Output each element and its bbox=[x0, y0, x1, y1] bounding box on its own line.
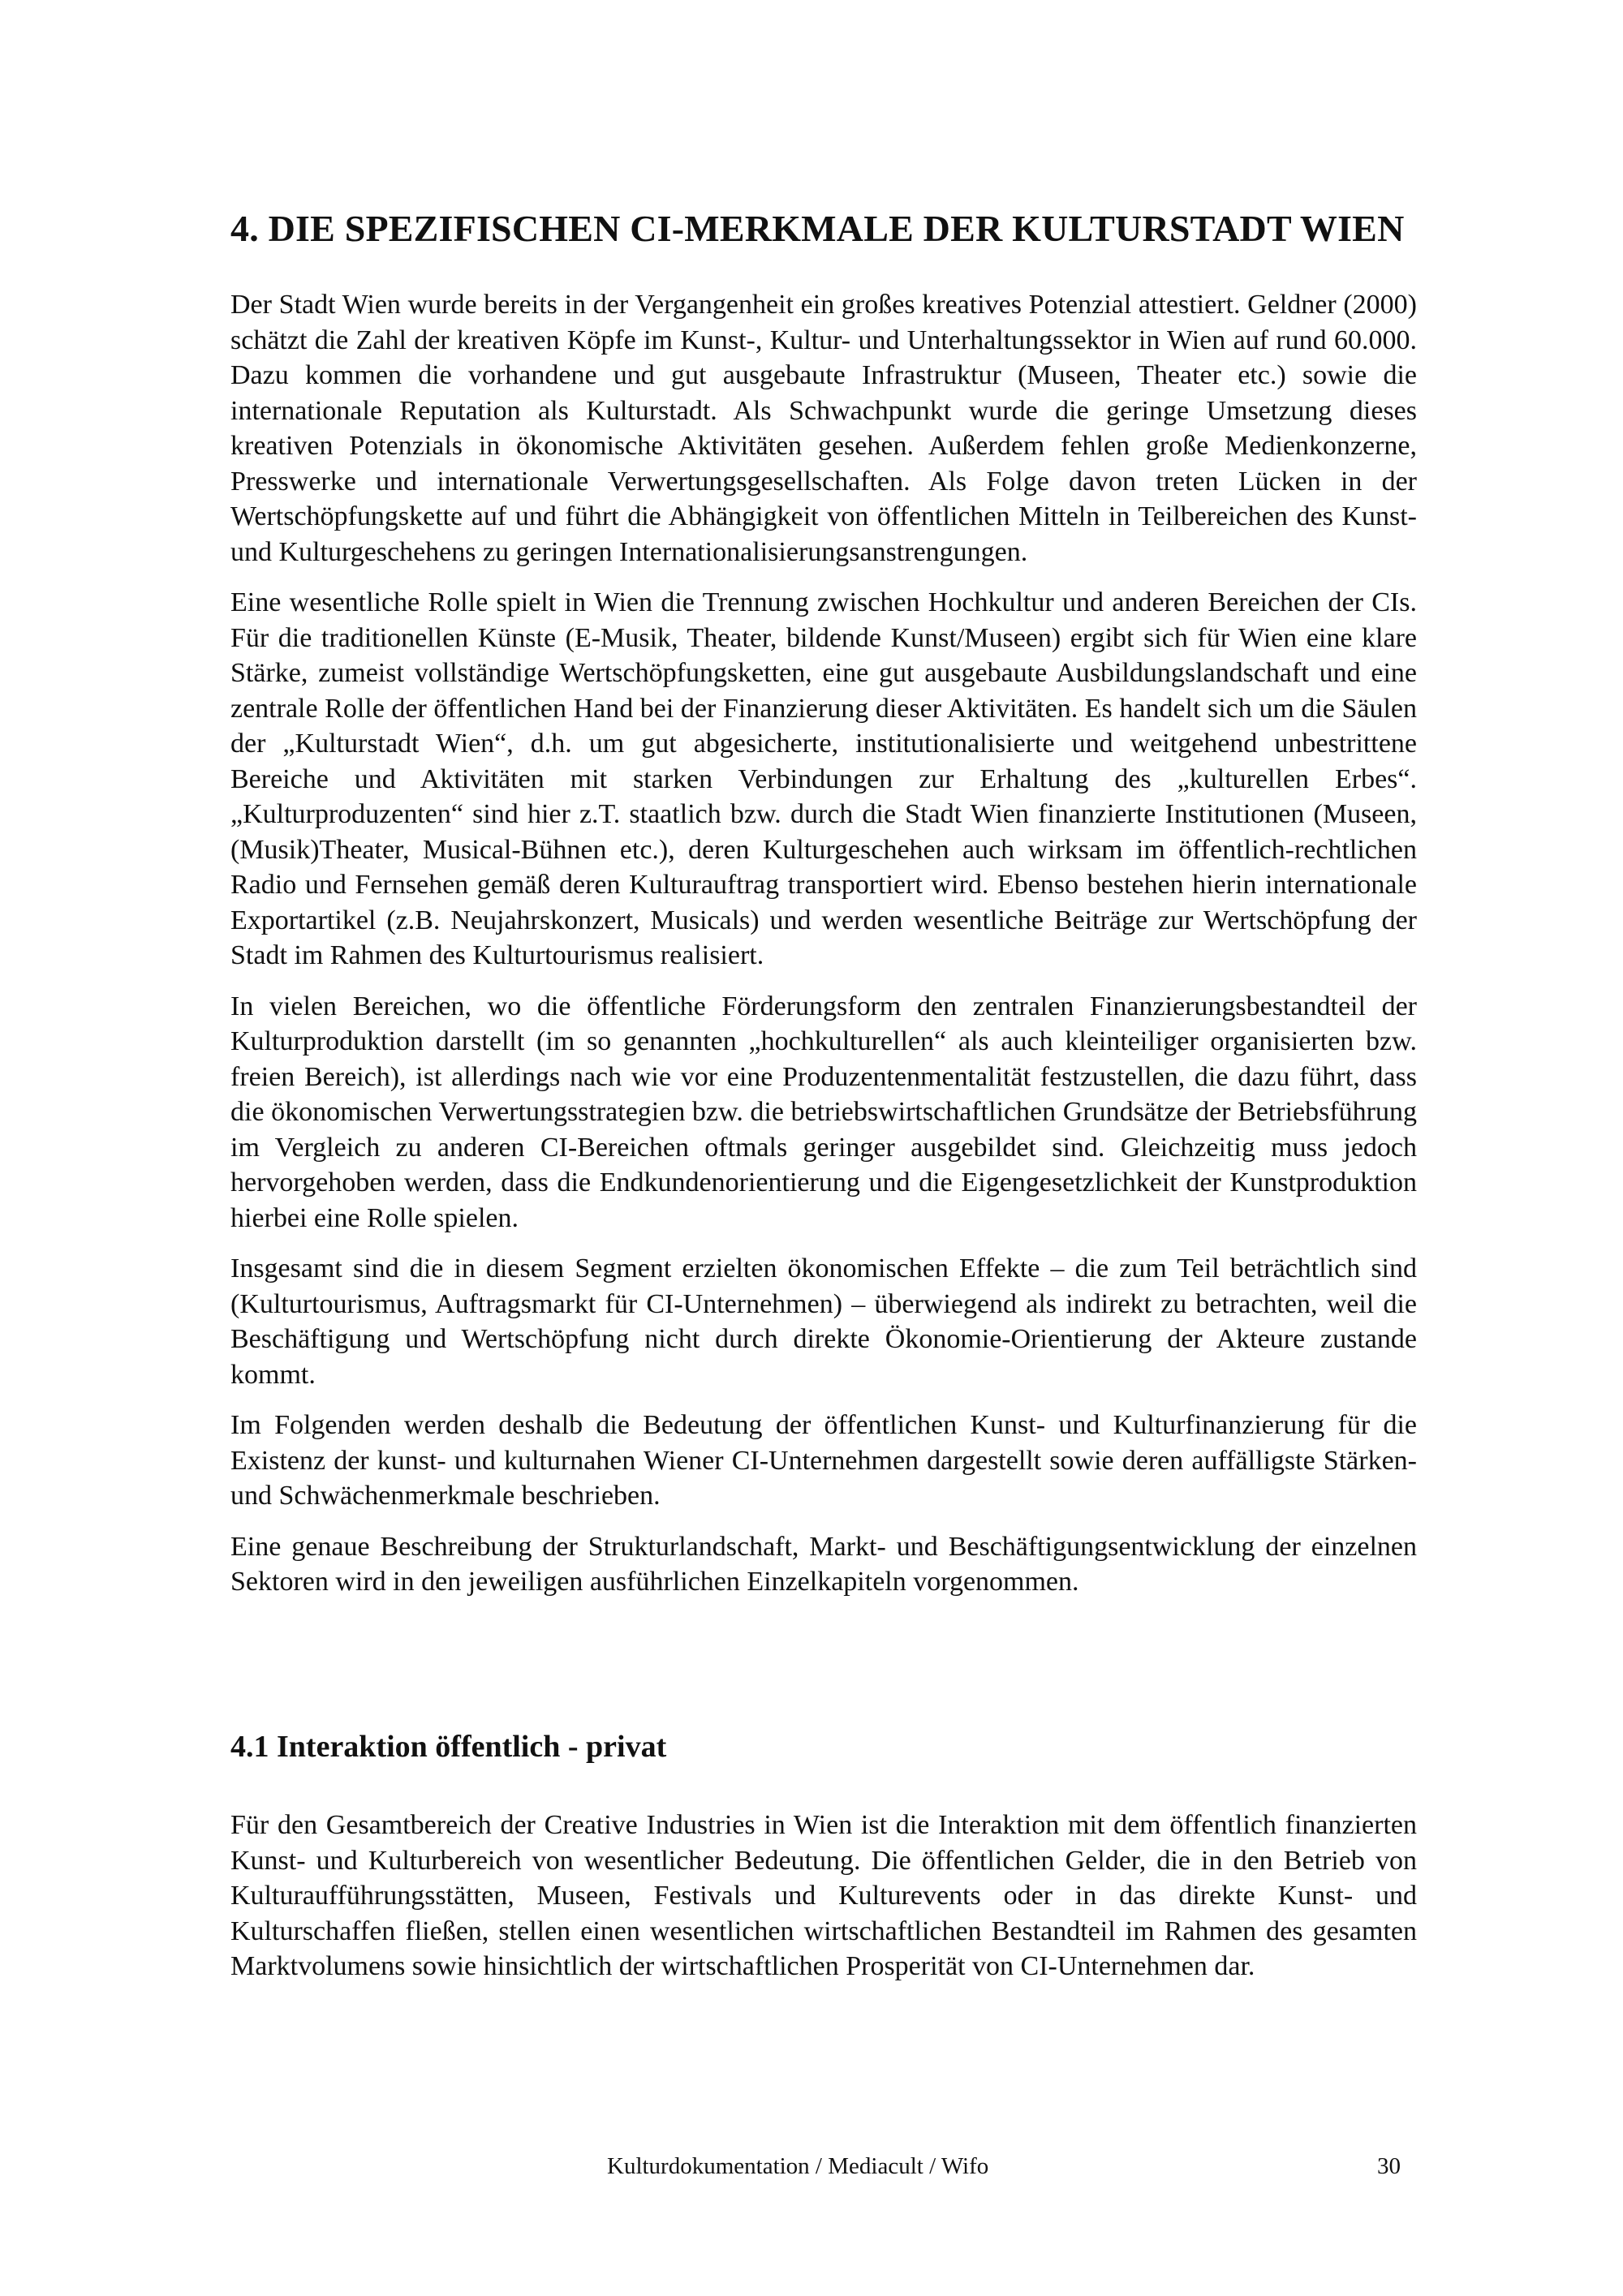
paragraph: Für den Gesamtbereich der Creative Industries in Wien ist die Interaktion mit dem öffentlich finanzierten Kunst- und Kulturbereich von wesentlicher Bedeutung. Die öffentlichen Gelder, die in den Betrieb von Kulturaufführungsstätten, Museen, Festivals und Kulturevents oder in das direkte Kunst- und Kulturschaffen fließen, stellen einen wesentlichen wirtschaftlichen Bestandteil im Rahmen des gesamten Marktvolumens sowie hinsichtlich der wirtschaftlichen Prosperität von CI-Unternehmen dar. bbox=[230, 1810, 1417, 1981]
page-number: 30 bbox=[1377, 2153, 1401, 2179]
paragraph: In vielen Bereichen, wo die öffentliche Förderungsform den zentralen Finanzierungsbestandteil der Kulturproduktion darstellt (im so genannten „hochkulturellen“ als auch kleinteiliger organisierten bzw. freien Bereich), ist allerdings nach wie vor eine Produzentenmentalität festzustellen, die dazu führt, dass die ökonomischen Verwertungsstrategien bzw. die betriebswirtschaftlichen Grundsätze der Betriebsführung im Vergleich zu anderen CI-Bereichen oftmals geringer ausgebildet sind. Gleichzeitig muss jedoch hervorgehoben werden, dass die Endkundenorientierung und die Eigengesetzlichkeit der Kunstproduktion hierbei eine Rolle spielen. bbox=[230, 991, 1417, 1233]
chapter-body bbox=[230, 287, 1417, 1615]
paragraph: Im Folgenden werden deshalb die Bedeutung der öffentlichen Kunst- und Kulturfinanzierung für die Existenz der kunst- und kulturnahen Wiener CI-Unternehmen dargestellt sowie deren auffälligste Stärken- und Schwächenmerkmale beschrieben. bbox=[230, 1410, 1417, 1511]
paragraph: Eine genaue Beschreibung der Strukturlandschaft, Markt- und Beschäftigungsentwicklung der einzelnen Sektoren wird in den jeweiligen ausführlichen Einzelkapiteln vorgenommen. bbox=[230, 1531, 1417, 1597]
section-heading: 4.1 Interaktion öffentlich - privat bbox=[230, 1730, 667, 1764]
section-body bbox=[230, 1808, 1417, 2000]
paragraph: Eine wesentliche Rolle spielt in Wien die Trennung zwischen Hochkultur und anderen Bereichen der CIs. Für die traditionellen Künste (E-Musik, Theater, bildende Kunst/Museen) ergibt sich für Wien eine klare Stärke, zumeist vollständige Wertschöpfungsketten, eine gut ausgebaute Ausbildungslandschaft und eine zentrale Rolle der öffentlichen Hand bei der Finanzierung dieser Aktivitäten. Es handelt sich um die Säulen der „Kulturstadt Wien“, d.h. um gut abgesicherte, institutionalisierte und weitgehend unbestrittene Bereiche und Aktivitäten mit starken Verbindungen zur Erhaltung des „kulturellen Erbes“. „Kulturproduzenten“ sind hier z.T. staatlich bzw. durch die Stadt Wien finanzierte Institutionen (Museen, (Musik)Theater, Musical-Bühnen etc.), deren Kulturgeschehen auch wirksam im öffentlich-rechtlichen Radio und Fernsehen gemäß deren Kulturauftrag transportiert wird. Ebenso bestehen hierin internationale Exportartikel (z.B. Neujahrskonzert, Musicals) und werden wesentliche Beiträge zur Wertschöpfung der Stadt im Rahmen des Kulturtourismus realisiert. bbox=[230, 587, 1417, 970]
paragraph: Insgesamt sind die in diesem Segment erzielten ökonomischen Effekte – die zum Teil beträchtlich sind (Kulturtourismus, Auftragsmarkt für CI-Unternehmen) – überwiegend als indirekt zu betrachten, weil die Beschäftigung und Wertschöpfung nicht durch direkte Ökonomie-Orientierung der Akteure zustande kommt. bbox=[230, 1253, 1417, 1390]
page-footer bbox=[230, 2148, 1417, 2184]
document-page bbox=[230, 0, 1417, 2296]
footer-text: Kulturdokumentation / Mediacult / Wifo bbox=[607, 2153, 989, 2179]
paragraph: Der Stadt Wien wurde bereits in der Vergangenheit ein großes kreatives Potenzial attestiert. Geldner (2000) schätzt die Zahl der kreativen Köpfe im Kunst-, Kultur- und Unterhaltungssektor in Wien auf rund 60.000. Dazu kommen die vorhandene und gut ausgebaute Infrastruktur (Museen, Theater etc.) sowie die internationale Reputation als Kulturstadt. Als Schwachpunkt wurde die geringe Umsetzung dieses kreativen Potenzials in ökonomische Aktivitäten gesehen. Außerdem fehlen große Medienkonzerne, Presswerke und internationale Verwertungsgesellschaften. Als Folge davon treten Lücken in der Wertschöpfungskette auf und führt die Abhängigkeit von öffentlichen Mitteln in Teilbereichen des Kunst- und Kulturgeschehens zu geringen Internationalisierungsanstrengungen. bbox=[230, 290, 1417, 567]
chapter-heading: 4. DIE SPEZIFISCHEN CI-MERKMALE DER KULTURSTADT WIEN bbox=[230, 208, 1405, 249]
